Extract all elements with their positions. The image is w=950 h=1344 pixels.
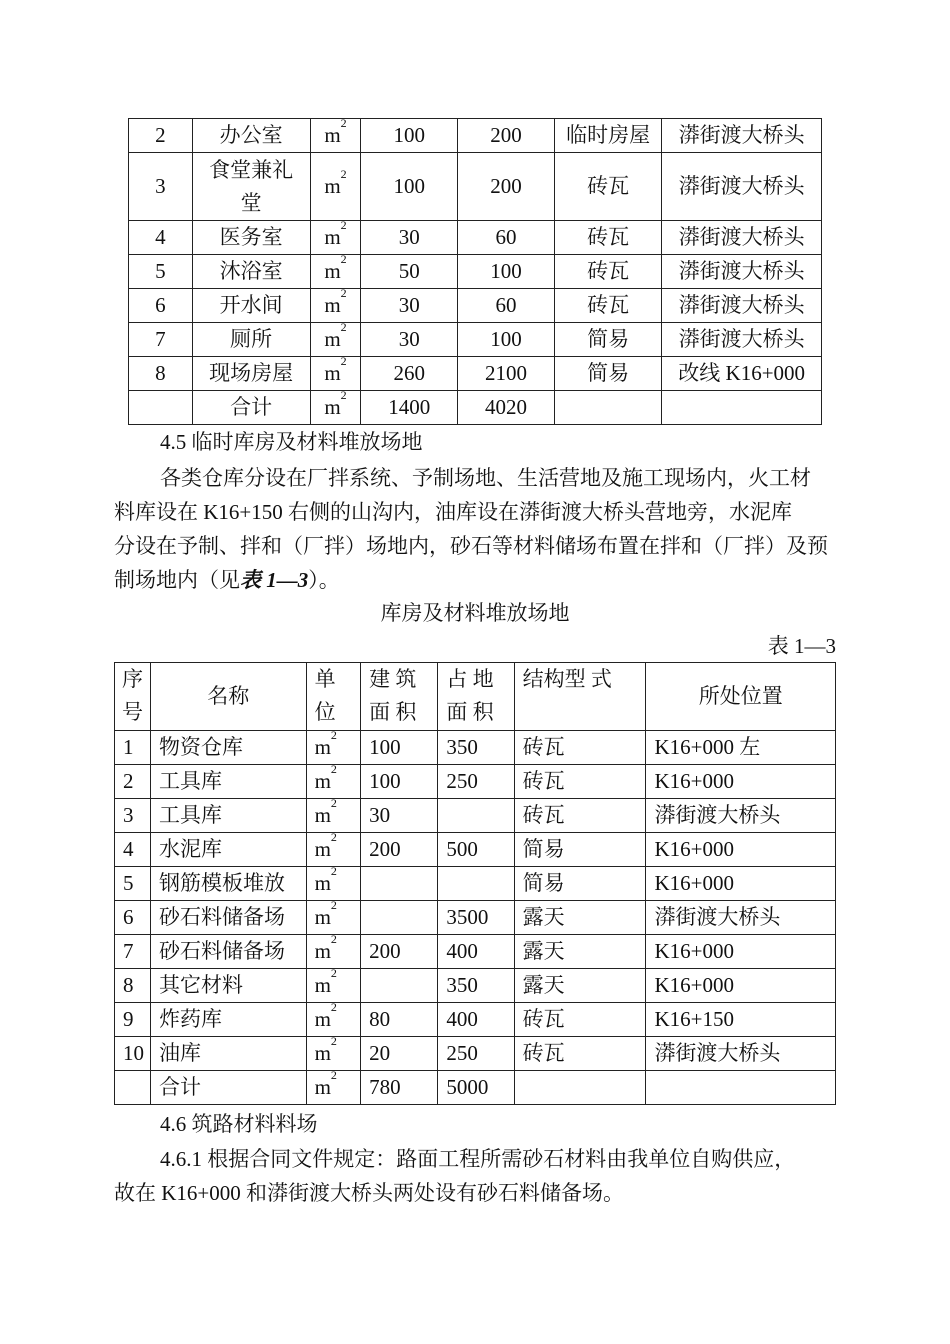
- table-row: [129, 323, 822, 357]
- cell-unit: [310, 153, 361, 221]
- unit-sup: 2: [330, 830, 337, 844]
- cell-name: 开水间: [192, 289, 310, 323]
- cell-no: 3: [129, 153, 193, 221]
- cell-no: [115, 1071, 151, 1105]
- cell-land-area: 5000: [438, 1071, 514, 1105]
- table-row: [115, 1037, 836, 1071]
- table-row: [129, 255, 822, 289]
- cell-location: K16+000: [646, 833, 836, 867]
- cell-unit: [310, 388, 361, 425]
- cell-name: 炸药库: [151, 1003, 307, 1037]
- cell-name: 其它材料: [151, 969, 307, 1003]
- cell-land-area: 60: [458, 289, 555, 323]
- cell-build-area: 780: [361, 1071, 438, 1105]
- cell-name-text: 食堂兼礼堂: [209, 157, 294, 215]
- unit-sup: 2: [330, 1000, 337, 1014]
- paragraph-line: 分设在予制、拌和（厂拌）场地内，砂石等材料储场布置在拌和（厂拌）及预: [114, 534, 828, 558]
- unit-base: m: [314, 735, 331, 759]
- cell-unit: [306, 898, 361, 935]
- cell-unit: [310, 286, 361, 323]
- cell-no: 7: [115, 935, 151, 969]
- unit-base: m: [314, 973, 331, 997]
- cell-structure: 砖瓦: [554, 153, 662, 221]
- cell-name: 物资仓库: [151, 731, 307, 765]
- unit-sup: 2: [330, 864, 337, 878]
- cell-structure: 砖瓦: [514, 731, 646, 765]
- cell-no: 1: [115, 731, 151, 765]
- cell-land-area: 350: [438, 731, 514, 765]
- cell-build-area: 200: [361, 833, 438, 867]
- header-text: 号: [122, 700, 144, 724]
- table-row: [115, 731, 836, 765]
- storage-table: [114, 662, 836, 1105]
- table-row: [115, 1003, 836, 1037]
- cell-no: 4: [129, 221, 193, 255]
- paragraph-line: 料库设在 K16+150 右侧的山沟内，油库设在漭街渡大桥头营地旁，水泥库: [114, 500, 793, 524]
- cell-unit: [306, 1068, 361, 1105]
- cell-no: 2: [115, 765, 151, 799]
- table-label: 表 1—3: [767, 634, 836, 658]
- cell-land-area: 4020: [458, 391, 555, 425]
- cell-no: 8: [129, 357, 193, 391]
- cell-name: 厕所: [192, 323, 310, 357]
- header-unit: [306, 663, 361, 731]
- header-name: 名称: [151, 663, 307, 731]
- cell-structure: [514, 1071, 646, 1105]
- cell-structure: 砖瓦: [554, 289, 662, 323]
- table-row: [129, 357, 822, 391]
- cell-build-area: 200: [361, 935, 438, 969]
- unit-sup: 2: [340, 320, 347, 334]
- cell-location: 改线 K16+000: [662, 357, 822, 391]
- paragraph-line: 4.6.1 根据合同文件规定：路面工程所需砂石材料由我单位自购供应，: [160, 1147, 796, 1171]
- cell-unit: [306, 796, 361, 833]
- cell-structure: 砖瓦: [554, 221, 662, 255]
- unit-base: m: [324, 361, 341, 385]
- cell-build-area: 30: [361, 323, 458, 357]
- cell-structure: 砖瓦: [514, 1037, 646, 1071]
- cell-build-area: [361, 969, 438, 1003]
- unit-sup: 2: [330, 1068, 337, 1082]
- cell-unit: [306, 1000, 361, 1037]
- text-span: 制场地内（见: [114, 568, 240, 592]
- cell-no: 5: [129, 255, 193, 289]
- cell-location: K16+000: [646, 867, 836, 901]
- cell-build-area: [361, 867, 438, 901]
- cell-location: 漭街渡大桥头: [662, 255, 822, 289]
- cell-land-area: 200: [458, 153, 555, 221]
- cell-name: 合计: [151, 1071, 307, 1105]
- cell-build-area: 100: [361, 731, 438, 765]
- paragraph-line: [114, 564, 340, 597]
- header-text: 建 筑: [369, 667, 417, 691]
- cell-structure: 露天: [514, 935, 646, 969]
- cell-name: 砂石料储备场: [151, 901, 307, 935]
- table-row: [115, 969, 836, 1003]
- cell-land-area: 400: [438, 1003, 514, 1037]
- table-row: [115, 935, 836, 969]
- cell-no: 8: [115, 969, 151, 1003]
- cell-structure: 简易: [514, 867, 646, 901]
- cell-build-area: 100: [361, 119, 458, 153]
- unit-base: m: [324, 293, 341, 317]
- cell-build-area: [361, 901, 438, 935]
- cell-structure: 砖瓦: [514, 1003, 646, 1037]
- cell-name: 水泥库: [151, 833, 307, 867]
- cell-land-area: 100: [458, 255, 555, 289]
- cell-land-area: 500: [438, 833, 514, 867]
- cell-name: 油库: [151, 1037, 307, 1071]
- cell-name: 工具库: [151, 799, 307, 833]
- cell-location: K16+000: [646, 969, 836, 1003]
- cell-name: [192, 153, 310, 221]
- unit-base: m: [314, 1041, 331, 1065]
- header-text: 占 地: [446, 667, 494, 691]
- table-header-row: [115, 663, 836, 731]
- cell-name: 现场房屋: [192, 357, 310, 391]
- cell-build-area: 30: [361, 221, 458, 255]
- unit-sup: 2: [340, 167, 347, 181]
- unit-sup: 2: [330, 966, 337, 980]
- cell-unit: [310, 218, 361, 255]
- unit-base: m: [324, 174, 341, 198]
- cell-unit: [310, 354, 361, 391]
- cell-structure: 砖瓦: [514, 799, 646, 833]
- cell-land-area: 250: [438, 1037, 514, 1071]
- cell-location: 漭街渡大桥头: [662, 119, 822, 153]
- cell-land-area: 2100: [458, 357, 555, 391]
- cell-no: 6: [115, 901, 151, 935]
- cell-unit: [306, 830, 361, 867]
- facilities-table: [128, 118, 822, 425]
- cell-unit: [310, 116, 361, 153]
- header-structure: 结构型 式: [514, 663, 646, 731]
- cell-no: 10: [115, 1037, 151, 1071]
- unit-base: m: [314, 871, 331, 895]
- cell-name: 合计: [192, 391, 310, 425]
- unit-base: m: [314, 905, 331, 929]
- cell-build-area: 30: [361, 799, 438, 833]
- cell-build-area: 1400: [361, 391, 458, 425]
- cell-no: 4: [115, 833, 151, 867]
- cell-name: 医务室: [192, 221, 310, 255]
- cell-no: 2: [129, 119, 193, 153]
- unit-base: m: [314, 939, 331, 963]
- unit-sup: 2: [340, 252, 347, 266]
- header-location: 所处位置: [646, 663, 836, 731]
- unit-base: m: [314, 1007, 331, 1031]
- unit-base: m: [314, 803, 331, 827]
- cell-no: [129, 391, 193, 425]
- header-text: 位: [314, 700, 336, 724]
- cell-build-area: 50: [361, 255, 458, 289]
- cell-structure: 简易: [514, 833, 646, 867]
- table-title: 库房及材料堆放场地: [380, 601, 570, 625]
- cell-build-area: 80: [361, 1003, 438, 1037]
- table-row-total: [115, 1071, 836, 1105]
- cell-location: 漭街渡大桥头: [646, 1037, 836, 1071]
- unit-sup: 2: [330, 1034, 337, 1048]
- cell-name: 工具库: [151, 765, 307, 799]
- table-row: [129, 289, 822, 323]
- cell-land-area: 350: [438, 969, 514, 1003]
- unit-sup: 2: [340, 116, 347, 130]
- cell-structure: [554, 391, 662, 425]
- unit-base: m: [324, 327, 341, 351]
- cell-build-area: 260: [361, 357, 458, 391]
- cell-location: 漭街渡大桥头: [646, 799, 836, 833]
- header-text: 单: [314, 667, 336, 691]
- unit-base: m: [314, 837, 331, 861]
- cell-structure: 露天: [514, 901, 646, 935]
- table-reference: 表 1—3: [240, 568, 309, 592]
- table-row: [115, 799, 836, 833]
- cell-structure: 简易: [554, 357, 662, 391]
- cell-structure: 简易: [554, 323, 662, 357]
- unit-base: m: [314, 1075, 331, 1099]
- cell-unit: [306, 932, 361, 969]
- table-row: [129, 153, 822, 221]
- cell-unit: [306, 762, 361, 799]
- cell-unit: [306, 864, 361, 901]
- cell-location: K16+000: [646, 935, 836, 969]
- unit-sup: 2: [340, 218, 347, 232]
- header-land-area: [438, 663, 514, 731]
- table-row: [129, 119, 822, 153]
- text-span: ）。: [308, 568, 340, 592]
- cell-land-area: [438, 799, 514, 833]
- unit-base: m: [324, 123, 341, 147]
- table-row: [129, 221, 822, 255]
- table-row: [115, 833, 836, 867]
- cell-location: K16+000 左: [646, 731, 836, 765]
- paragraph-line: 故在 K16+000 和漭街渡大桥头两处设有砂石料储备场。: [114, 1181, 625, 1205]
- table-row-total: [129, 391, 822, 425]
- cell-land-area: 60: [458, 221, 555, 255]
- cell-location: 漭街渡大桥头: [662, 221, 822, 255]
- cell-no: 6: [129, 289, 193, 323]
- cell-name: 办公室: [192, 119, 310, 153]
- header-no: [115, 663, 151, 731]
- cell-structure: 砖瓦: [554, 255, 662, 289]
- cell-land-area: [438, 867, 514, 901]
- header-build-area: [361, 663, 438, 731]
- cell-land-area: 250: [438, 765, 514, 799]
- cell-no: 5: [115, 867, 151, 901]
- unit-base: m: [314, 769, 331, 793]
- section-heading-4-6: 4.6 筑路材料料场: [160, 1112, 318, 1136]
- cell-location: 漭街渡大桥头: [662, 289, 822, 323]
- cell-location: K16+000: [646, 765, 836, 799]
- paragraph-line: 各类仓库分设在厂拌系统、予制场地、生活营地及施工现场内，火工材: [160, 466, 811, 490]
- unit-sup: 2: [330, 762, 337, 776]
- cell-unit: [306, 966, 361, 1003]
- table-row: [115, 765, 836, 799]
- cell-unit: [306, 1034, 361, 1071]
- cell-no: 7: [129, 323, 193, 357]
- cell-location: 漭街渡大桥头: [646, 901, 836, 935]
- cell-location: [646, 1071, 836, 1105]
- cell-no: 9: [115, 1003, 151, 1037]
- unit-base: m: [324, 225, 341, 249]
- header-text: 面 积: [446, 700, 494, 724]
- cell-unit: [310, 252, 361, 289]
- cell-name: 沐浴室: [192, 255, 310, 289]
- unit-sup: 2: [330, 796, 337, 810]
- cell-land-area: 200: [458, 119, 555, 153]
- unit-sup: 2: [340, 286, 347, 300]
- section-heading-4-5: 4.5 临时库房及材料堆放场地: [160, 430, 423, 454]
- cell-no: 3: [115, 799, 151, 833]
- cell-build-area: 100: [361, 765, 438, 799]
- header-text: 序: [122, 667, 144, 691]
- cell-name: 砂石料储备场: [151, 935, 307, 969]
- unit-sup: 2: [340, 354, 347, 368]
- cell-land-area: 400: [438, 935, 514, 969]
- table-row: [115, 867, 836, 901]
- cell-structure: 露天: [514, 969, 646, 1003]
- unit-sup: 2: [340, 388, 347, 402]
- cell-location: 漭街渡大桥头: [662, 153, 822, 221]
- cell-structure: 临时房屋: [554, 119, 662, 153]
- table-row: [115, 901, 836, 935]
- cell-land-area: 3500: [438, 901, 514, 935]
- unit-sup: 2: [330, 932, 337, 946]
- cell-structure: 砖瓦: [514, 765, 646, 799]
- cell-name: 钢筋模板堆放: [151, 867, 307, 901]
- cell-build-area: 30: [361, 289, 458, 323]
- cell-location: K16+150: [646, 1003, 836, 1037]
- unit-sup: 2: [330, 898, 337, 912]
- unit-base: m: [324, 395, 341, 419]
- cell-land-area: 100: [458, 323, 555, 357]
- header-text: 面 积: [369, 700, 417, 724]
- cell-location: 漭街渡大桥头: [662, 323, 822, 357]
- cell-location: [662, 391, 822, 425]
- cell-build-area: 20: [361, 1037, 438, 1071]
- cell-build-area: 100: [361, 153, 458, 221]
- unit-base: m: [324, 259, 341, 283]
- cell-unit: [306, 728, 361, 765]
- cell-unit: [310, 320, 361, 357]
- unit-sup: 2: [330, 728, 337, 742]
